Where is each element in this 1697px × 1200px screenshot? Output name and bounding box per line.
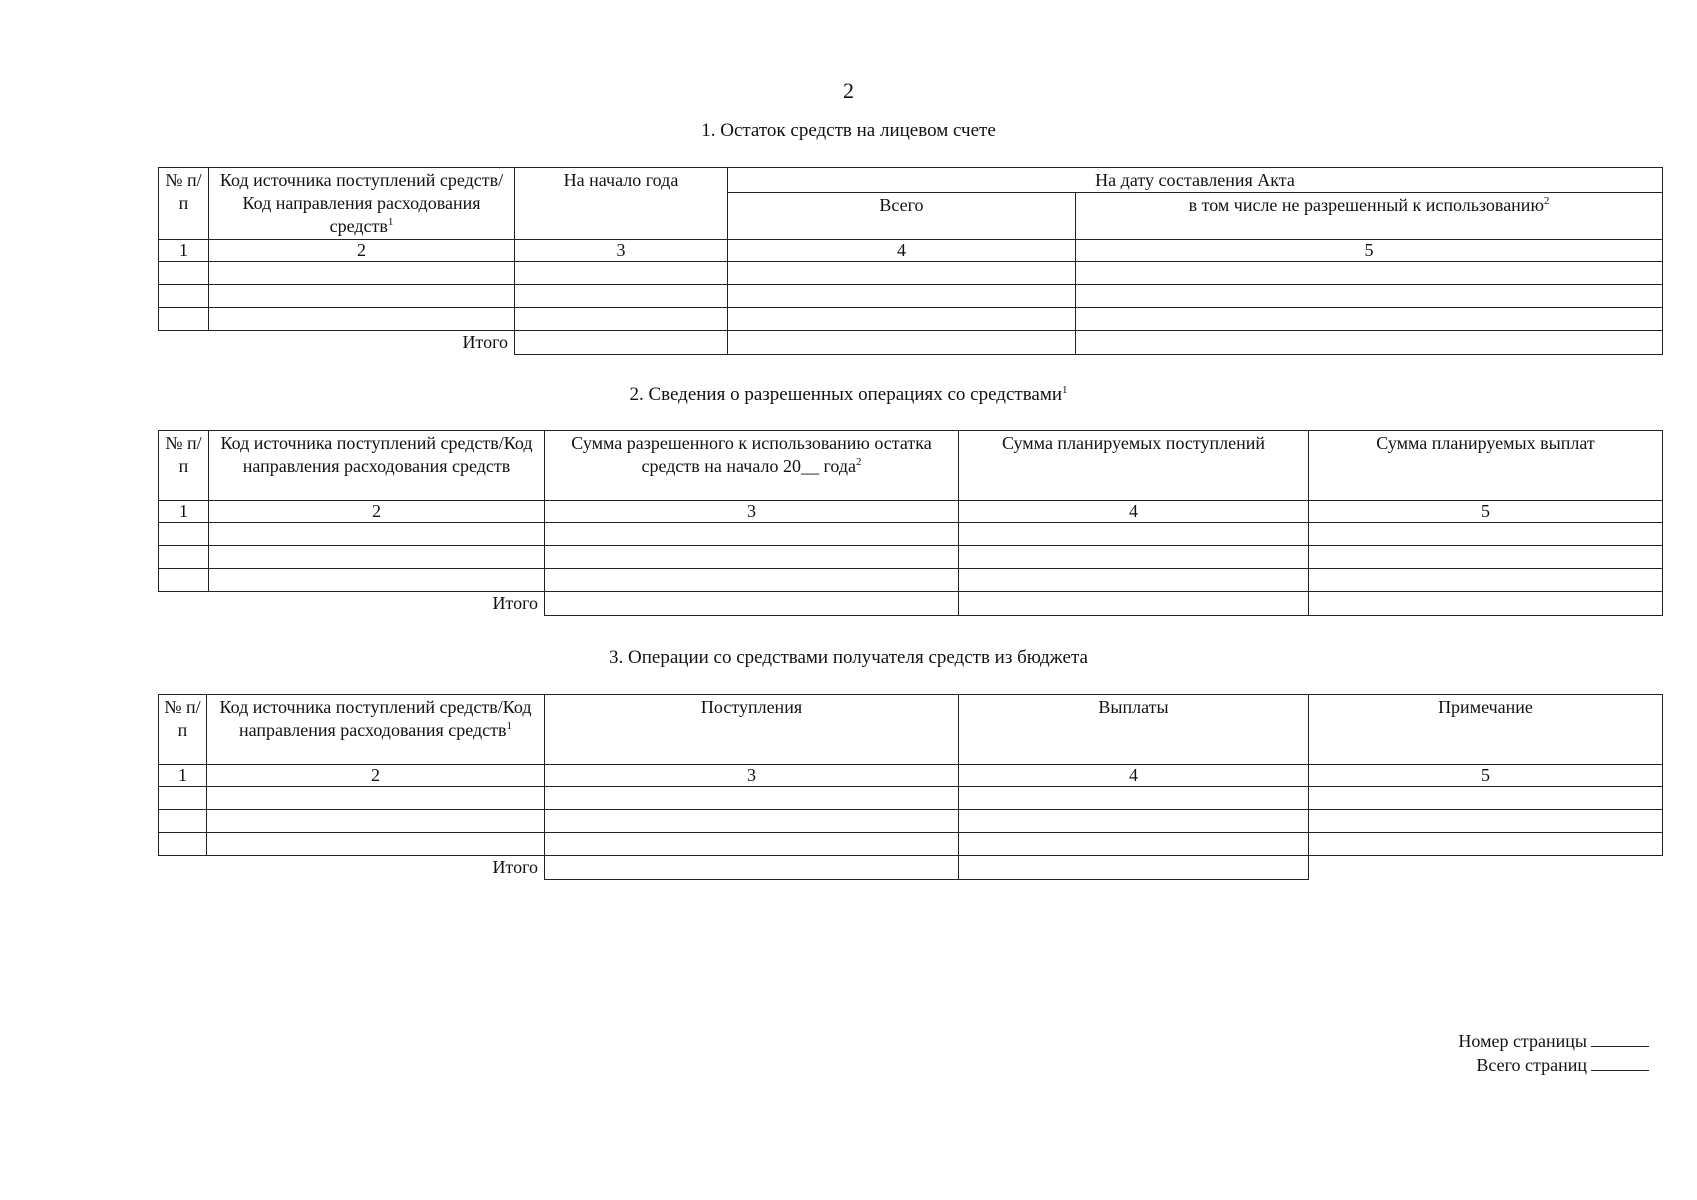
- page-number: 2: [843, 78, 854, 103]
- total-pages-field: [1476, 1054, 1649, 1076]
- total-pages-label: Всего страниц: [1476, 1055, 1587, 1075]
- table-row[interactable]: [159, 262, 1663, 285]
- column-numbers-row: 1 2 3 4 5: [159, 240, 1663, 262]
- balance-table: [158, 167, 1663, 355]
- header-receipts: Поступления: [545, 695, 959, 765]
- table-row[interactable]: [159, 787, 1663, 810]
- section-1-title: 1. Остаток средств на лицевом счете: [701, 120, 996, 141]
- permitted-operations-table: [158, 430, 1663, 616]
- header-planned-receipts: Сумма планируемых поступлений: [959, 431, 1309, 501]
- total-label: Итого: [492, 857, 538, 877]
- total-row: [159, 856, 1663, 880]
- header-no: № п/п: [159, 431, 209, 501]
- total-label: Итого: [462, 332, 508, 352]
- total-row: [159, 331, 1663, 355]
- total-label: Итого: [492, 593, 538, 613]
- header-restricted: в том числе не разрешенный к использованию$^2$: [1076, 193, 1663, 240]
- total-row: [159, 592, 1663, 616]
- header-note: Примечание: [1309, 695, 1663, 765]
- table-row[interactable]: [159, 308, 1663, 331]
- page-number-input[interactable]: [1591, 1030, 1649, 1047]
- table-row[interactable]: [159, 546, 1663, 569]
- section-2-title: 2. Сведения о разрешенных операциях со средствами$^1$: [629, 384, 1068, 405]
- header-no: № п/п: [159, 695, 207, 765]
- header-payments: Выплаты: [959, 695, 1309, 765]
- header-code: Код источника поступлений средств/Код направления расходования средств: [209, 431, 545, 501]
- section-3-title: 3. Операции со средствами получателя средств из бюджета: [609, 647, 1088, 668]
- table-row[interactable]: [159, 285, 1663, 308]
- header-total: Всего: [728, 193, 1076, 240]
- table-row[interactable]: [159, 523, 1663, 546]
- header-permitted-balance: Сумма разрешенного к использованию остатка средств на начало 20__ года$^2$: [545, 431, 959, 501]
- column-numbers-row: 1 2 3 4 5: [159, 765, 1663, 787]
- header-act-date: На дату составления Акта: [728, 168, 1663, 193]
- page-number-field: [1458, 1030, 1649, 1052]
- table-row[interactable]: [159, 569, 1663, 592]
- operations-table: [158, 694, 1663, 880]
- header-start-of-year: На начало года: [515, 168, 728, 240]
- page-number-label: Номер страницы: [1458, 1031, 1587, 1051]
- header-code: Код источника поступлений средств/Код направления расходования средств$^1$: [207, 695, 545, 765]
- table-row[interactable]: [159, 833, 1663, 856]
- header-no: № п/п: [159, 168, 209, 240]
- header-code: Код источника поступлений средств/Код направления расходования средств$^1$: [209, 168, 515, 240]
- column-numbers-row: 1 2 3 4 5: [159, 501, 1663, 523]
- total-pages-input[interactable]: [1591, 1054, 1649, 1071]
- header-planned-payments: Сумма планируемых выплат: [1309, 431, 1663, 501]
- table-row[interactable]: [159, 810, 1663, 833]
